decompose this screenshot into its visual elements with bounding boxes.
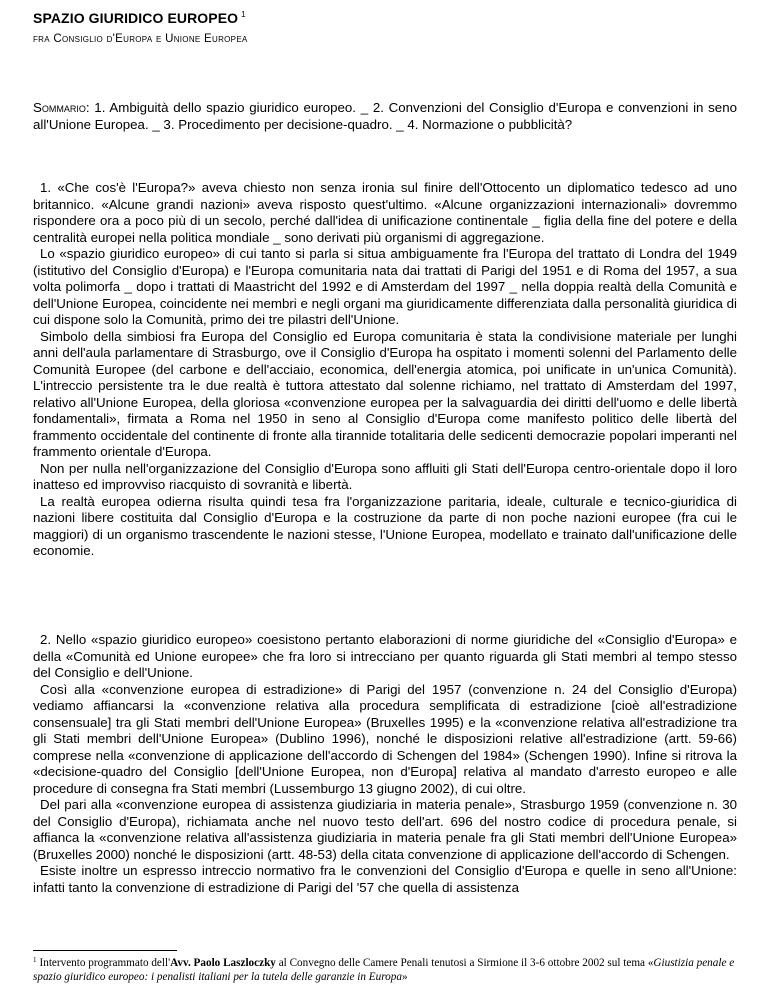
section-2: [33, 632, 737, 896]
summary-paragraph: [33, 100, 737, 133]
paragraph: Esiste inoltre un espresso intreccio normativo fra le convenzioni del Consiglio d'Europa e quelle in seno all'Unione: infatti tanto la convenzione di estradizione di Parigi del '57 che quella di assistenza: [33, 863, 737, 895]
footnote-author: Avv. Paolo Laszloczky: [170, 957, 276, 969]
footnote-mark: 1: [33, 956, 37, 964]
paragraph: La realtà europea odierna risulta quindi tesa fra l'organizzazione paritaria, ideale, culturale e tecnico-giuridica di nazioni libere costituita dal Consiglio d'Europa e la costruzione da parte di non poche nazioni europee (fra cui le maggiori) di un organismo trascendente le nazioni stesse, l'Unione Europea, modellato e trainato dall'unificazione delle economie.: [33, 493, 737, 558]
footnote-mid: al Convegno delle Camere Penali tenutosi a Sirmione il 3-6 ottobre 2002 sul tema «: [275, 957, 654, 969]
paragraph: 2. Nello «spazio giuridico europeo» coesistono pertanto elaborazioni di norme giuridiche del «Consiglio d'Europa» e della «Comunità ed Unione europee» che fra loro si intrecciano per quanto riguarda gli Stati membri al tempo stesso del Consiglio e dell'Unione.: [33, 632, 737, 680]
footnote: [33, 953, 737, 984]
paragraph: Lo «spazio giuridico europeo» di cui tanto si parla si situa ambiguamente fra l'Europa del trattato di Londra del 1949 (istitutivo del Consiglio d'Europa) e l'Europa comunitaria nata dai trattati di Parigi del 1951 e di Roma del 1957, a sua volta polimorfa _ dopo i trattati di Maastricht del 1992 e di Amsterdam del 1997 _ nella doppia realtà della Comunità e dell'Unione Europea, coincidente nei membri e negli organi ma giuridicamente differenziata dalla personalità giuridica di cui dispone solo la Comunità, primo dei tre pilastri dell'Unione.: [33, 246, 737, 327]
paragraph: Così alla «convenzione europea di estradizione» di Parigi del 1957 (convenzione n. 24 del Consiglio d'Europa) vediamo affiancarsi la «convenzione relativa alla procedura semplificata di estradizione [cioè all'estradizione consensuale] tra gli Stati membri dell'Unione Europea» (Bruxelles 1995) e la «convenzione relativa all'estradizione tra gli Stati membri dell'Unione Europea» (Dublino 1996), nonché le disposizioni relative all'estradizione (artt. 59-66) comprese nella «convenzione di applicazione dell'accordo di Schengen del 1984» (Schengen 1990). Infine si ritrova la «decisione-quadro del Consiglio [dell'Unione Europea, non d'Europa] relativa al mandato d'arresto europeo e alle procedure di consegna fra Stati membri (Lussemburgo 13 giugno 2002), di cui oltre.: [33, 681, 737, 796]
paragraph: 1. «Che cos'è l'Europa?» aveva chiesto non senza ironia sul finire dell'Ottocento un diplomatico tedesco ad uno britannico. «Alcune grandi nazioni» aveva risposto quest'ultimo. «Alcune organizzazioni internazionali» dovremmo rispondere ora a poco più di un secolo, perché dall'idea di unificazione continentale _ figlia della fine del potere e della centralità europei nella politica mondiale _ sono derivati più organismi di aggregazione.: [33, 180, 737, 245]
paragraph: Non per nulla nell'organizzazione del Consiglio d'Europa sono affluiti gli Stati dell'Europa centro-orientale dopo il loro inatteso ed improvviso riacquisto di sovranità e libertà.: [33, 460, 737, 492]
document-subtitle: fra Consiglio d'Europa e Unione Europea: [33, 33, 248, 45]
footnote-pre: Intervento programmato dell': [39, 957, 171, 969]
title-text: SPAZIO GIURIDICO EUROPEO: [33, 10, 239, 26]
paragraph: Simbolo della simbiosi fra Europa del Consiglio ed Europa comunitaria è stata la condivisione materiale per lunghi anni dell'aula parlamentare di Strasburgo, ove il Consiglio d'Europa ha ospitato i momenti solenni del Parlamento delle Comunità Europee (del carbone e dell'acciaio, economica, dell'energia atomica, poi unificate in un'unica Comunità). L'intreccio persistente tra le due realtà è tuttora attestato dal solenne richiamo, nel trattato di Amsterdam del 1997, relativo all'Unione Europea, della gloriosa «convenzione europea per la salvaguardia dei diritti dell'uomo e delle libertà fondamentali», firmata a Roma nel 1950 in seno al Consiglio d'Europa come manifesto politico delle libertà del frammento occidentale del continente di fronte alla tirannide totalitaria delle sedicenti democrazie popolari imperanti nel frammento orientale d'Europa.: [33, 328, 737, 459]
summary-label: Sommario: [33, 100, 86, 115]
section-1: [33, 180, 737, 560]
document-title: [33, 10, 246, 26]
paragraph: Del pari alla «convenzione europea di assistenza giudiziaria in materia penale», Strasburgo 1959 (convenzione n. 30 del Consiglio d'Europa), richiamata anche nel nuovo testo dell'art. 696 del nostro codice di procedura penale, si affianca la «convenzione relativa all'assistenza giudiziaria in materia penale fra gli Stati membri dell'Unione Europea» (Bruxelles 2000) nonché le disposizioni (artt. 48-53) della citata convenzione di applicazione dell'accordo di Schengen.: [33, 797, 737, 862]
footnote-post: »: [401, 971, 408, 983]
footnote-theme: Giustizia penale e spazio giuridico europeo: i penalisti italiani per la tutela delle garanzie in Europa: [33, 957, 735, 983]
footnote-ref: 1: [241, 10, 246, 19]
footnote-divider: [33, 950, 177, 951]
summary-block: [33, 100, 737, 133]
summary-text: : 1. Ambiguità dello spazio giuridico europeo. _ 2. Convenzioni del Consiglio d'Europa e convenzioni in seno all'Unione Europea. _ 3. Procedimento per decisione-quadro. _ 4. Normazione o pubblicità?: [33, 100, 737, 132]
